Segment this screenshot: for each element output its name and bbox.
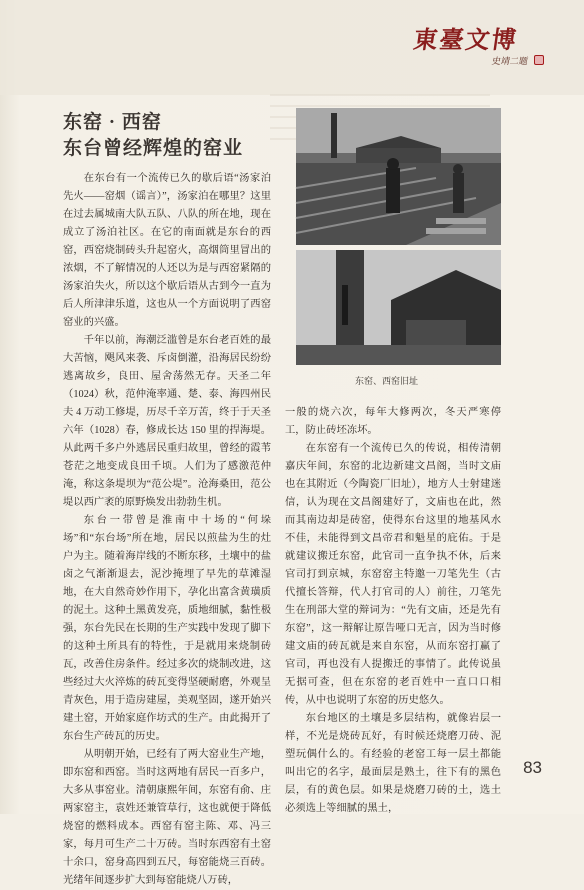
paragraph: 从明朝开始，已经有了两大窑业生产地，即东窑和西窑。当时这两地有居民一百多户，大多从事窑业。清朝康熙年间，东窑有俞、庄两家窑主，袁姓还兼管草行，这也就便于降低烧窑的燃料成本。西窑有窑主陈、邓、冯三家，每月可生产二十万砖。当时东西窑有土窑十余口，窑身高四到五尺，每窑能烧三百砖。光绪年间逐步扩大到每窑能烧八万砖，: [63, 749, 271, 886]
kiln-photo-top: [296, 108, 501, 245]
paragraph: 在东窑有一个流传已久的传说，相传清朝嘉庆年间，东窑的北边新建文昌阁，当时文庙也在其附近（今陶瓷厂旧址），地方人士射建迷信，认为现在文昌阁建好了，文庙也在此，然而其南边却是砖窑，使得东台这里的地基风水不佳，未能得到文昌帝君和魁星的庇佑。于是就建议搬迁东窑，此官司一直争执不休，后来官司打到京城，东窑窑主特邀一刀笔先生（古代擅长答辩，代人打官司的人）前往，刀笔先生在刑部大堂的辩词为：“先有文庙，还是先有东窑”，这一辩解让原告哑口无言，因为当时修建文庙的砖瓦就是来自东窑，从而东窑打赢了官司，再也没有人提搬迁的事情了。此传说虽无据可查，但在东窑的老百姓中一直口口相传，从中也说明了东窑的历史悠久。: [285, 443, 501, 706]
left-column: [63, 170, 271, 890]
paragraph: 一般的烧六次，每年大修两次，冬天严寒停工，防止砖坯冻坏。: [285, 407, 501, 436]
right-column: [285, 404, 501, 818]
article-title-line2: 东台曾经辉煌的窑业: [63, 138, 244, 159]
paragraph: 千年以前，海潮泛滥曾是东台老百姓的最大苦恼，飓风来袭、斥卤倒灌，沿海居民纷纷逃离故乡，良田、屋舍荡然无存。天圣二年（1024）秋，范仲淹率通、楚、泰、海四州民夫 4 万动工修堤，历尽千辛万苦，终于于天圣六年（1028）春，修成长达 150 里的捍海堤。从此两千多户外逃居民重归故里，曾经的霞苇苍茫之地变成良田千顷。人们为了感激范仲淹，称这条堤坝为“范公堤”。沧海桑田，范公堤以西广袤的原野焕发出勃勃生机。: [63, 335, 271, 508]
paragraph: 在东台有一个流传已久的歇后语“汤家泊先火——窑烟（谣言）”，汤家泊在哪里？这里在过去属城南大队五队、八队的所在地，现在成立了汤泊社区。在它的南面就是东台的西窑，西窑烧制砖头升起窑火，高烟筒里冒出的浓烟，不了解情况的人还以为是与西窑紧隔的汤家泊失火，所以这个歇后语从古到今一直为后人所津津乐道，这也从一个方面说明了西窑窑业的兴盛。: [63, 173, 271, 328]
article-title-line1: 东窑 · 西窑: [63, 112, 162, 133]
brand-title: 東臺文博: [411, 25, 520, 54]
paragraph: 东台地区的土壤是多层结构，就像岩层一样，不光是烧砖瓦好，有时候还烧磨刀砖、泥塑玩偶什么的。有经验的老窑工每一层土都能叫出它的名字，最面层是熟土，往下有的黑色层，有的黄色层。如果是烧磨刀砖的土，选土必须选上等细腻的黑土，: [285, 713, 501, 814]
brand-logo: [411, 20, 544, 75]
seal-stamp: [534, 55, 544, 65]
page-number: 83: [523, 758, 542, 777]
photo-caption: 东窑、西窑旧址: [355, 376, 419, 386]
brand-subtitle: 史靖二题: [490, 57, 529, 67]
paragraph: 东台一带曾是淮南中十场的“何垛场”和“东台场”所在地，居民以煎盐为生的灶户为主。随着海岸线的不断东移，土壤中的盐卤之气渐渐退去，泥沙掩埋了早先的草滩湿地，在大自然奇妙作用下，孕化出富含黄璜质的泥土。这种土黑黄发亮，质地细腻，黏性极强，东台先民在长期的生产实践中发现了脚下的这种土所具有的特性，于是就用来烧制砖瓦，改善住房条件。经过多次的烧制改进，这些经过大火淬炼的砖瓦变得坚硬耐磨，外观呈青灰色，用于造房建屋，美观坚固，遂开始兴建土窑，开始家庭作坊式的生产。由此揭开了东台生产砖瓦的历史。: [63, 515, 271, 742]
kiln-photo-bottom-image: [296, 250, 501, 365]
kiln-photo-top-image: [296, 108, 501, 245]
kiln-photo-bottom: [296, 250, 501, 365]
